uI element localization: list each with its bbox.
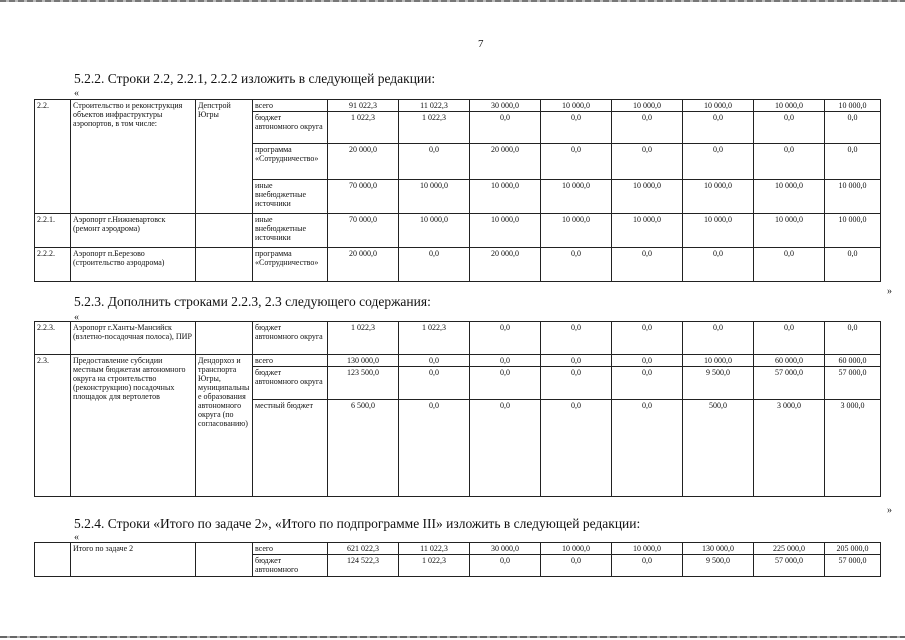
funding-source-cell: программа «Сотрудничество» (253, 248, 328, 282)
table-row (35, 214, 881, 248)
measure-name-cell: Итого по задаче 2 (71, 543, 196, 577)
executor-cell: Дендорхоз и транспорта Югры, муниципальные образования автономного округа (по согласованию) (196, 355, 253, 497)
close-quote: » (887, 286, 892, 297)
amount-cell: 1 022,3 (399, 322, 470, 355)
amount-cell: 30 000,0 (470, 100, 541, 112)
table-row (35, 248, 881, 282)
amount-cell: 205 000,0 (825, 543, 881, 555)
amount-cell: 0,0 (541, 400, 612, 497)
amount-cell: 0,0 (541, 144, 612, 180)
amount-cell: 0,0 (825, 112, 881, 144)
amount-cell: 0,0 (541, 367, 612, 400)
close-quote: » (887, 505, 892, 516)
scan-top-edge (0, 0, 905, 2)
amount-cell: 0,0 (683, 248, 754, 282)
amount-cell: 0,0 (541, 355, 612, 367)
measure-name-cell: Строительство и реконструкция объектов инфраструктуры аэропортов, в том числе: (71, 100, 196, 214)
funding-source-cell: иные внебюджетные источники (253, 180, 328, 214)
amount-cell: 60 000,0 (825, 355, 881, 367)
amount-cell: 10 000,0 (754, 100, 825, 112)
amount-cell: 0,0 (399, 400, 470, 497)
amount-cell: 0,0 (825, 144, 881, 180)
amount-cell: 0,0 (470, 367, 541, 400)
section-heading-5-2-4: 5.2.4. Строки «Итого по задаче 2», «Итого по подпрограмме III» изложить в следующей редакции: (74, 516, 641, 531)
funding-source-cell: иные внебюджетные источники (253, 214, 328, 248)
amount-cell: 0,0 (470, 400, 541, 497)
amount-cell: 0,0 (612, 248, 683, 282)
amount-cell: 20 000,0 (470, 248, 541, 282)
table-program-rows-2-2-3 (34, 321, 881, 497)
amount-cell: 0,0 (754, 248, 825, 282)
funding-source-cell: бюджет автономного округа (253, 322, 328, 355)
section-heading-5-2-3: 5.2.3. Дополнить строками 2.2.3, 2.3 следующего содержания: (74, 294, 431, 309)
amount-cell: 0,0 (470, 555, 541, 577)
amount-cell: 0,0 (470, 112, 541, 144)
amount-cell: 10 000,0 (541, 543, 612, 555)
amount-cell: 70 000,0 (328, 180, 399, 214)
amount-cell: 0,0 (683, 144, 754, 180)
amount-cell: 10 000,0 (399, 180, 470, 214)
funding-source-cell: бюджет автономного округа (253, 367, 328, 400)
executor-cell (196, 214, 253, 248)
amount-cell: 10 000,0 (683, 180, 754, 214)
amount-cell: 10 000,0 (470, 180, 541, 214)
funding-source-cell: всего (253, 543, 328, 555)
amount-cell: 0,0 (754, 112, 825, 144)
amount-cell: 10 000,0 (825, 214, 881, 248)
funding-source-cell: всего (253, 355, 328, 367)
amount-cell: 130 000,0 (683, 543, 754, 555)
amount-cell: 1 022,3 (399, 555, 470, 577)
amount-cell: 0,0 (399, 144, 470, 180)
row-number-cell: 2.2.3. (35, 322, 71, 355)
amount-cell: 225 000,0 (754, 543, 825, 555)
section-heading-5-2-2: 5.2.2. Строки 2.2, 2.2.1, 2.2.2 изложить в следующей редакции: (74, 71, 436, 86)
executor-cell (196, 543, 253, 577)
table-row (35, 100, 881, 112)
amount-cell: 621 022,3 (328, 543, 399, 555)
amount-cell: 0,0 (541, 555, 612, 577)
amount-cell: 1 022,3 (328, 112, 399, 144)
amount-cell: 1 022,3 (328, 322, 399, 355)
funding-source-cell: программа «Сотрудничество» (253, 144, 328, 180)
amount-cell: 0,0 (399, 367, 470, 400)
amount-cell: 0,0 (754, 144, 825, 180)
amount-cell: 0,0 (612, 144, 683, 180)
executor-cell (196, 322, 253, 355)
amount-cell: 0,0 (754, 322, 825, 355)
amount-cell: 10 000,0 (612, 100, 683, 112)
measure-name-cell: Аэропорт г.Нижневартовск (ремонт аэродрома) (71, 214, 196, 248)
amount-cell: 10 000,0 (541, 180, 612, 214)
amount-cell: 0,0 (612, 112, 683, 144)
amount-cell: 500,0 (683, 400, 754, 497)
amount-cell: 0,0 (683, 322, 754, 355)
page-number: 7 (478, 38, 484, 50)
measure-name-cell: Аэропорт г.Ханты-Мансийск (взлетно-посадочная полоса), ПИР (71, 322, 196, 355)
amount-cell: 10 000,0 (399, 214, 470, 248)
funding-source-cell: бюджет автономного (253, 555, 328, 577)
amount-cell: 0,0 (470, 355, 541, 367)
amount-cell: 124 522,3 (328, 555, 399, 577)
amount-cell: 0,0 (399, 248, 470, 282)
amount-cell: 57 000,0 (825, 555, 881, 577)
amount-cell: 10 000,0 (754, 180, 825, 214)
amount-cell: 123 500,0 (328, 367, 399, 400)
amount-cell: 57 000,0 (754, 555, 825, 577)
open-quote: « (74, 312, 79, 323)
scan-bottom-edge (0, 636, 905, 638)
amount-cell: 9 500,0 (683, 367, 754, 400)
amount-cell: 11 022,3 (399, 100, 470, 112)
table-totals-task-2 (34, 542, 881, 577)
amount-cell: 1 022,3 (399, 112, 470, 144)
amount-cell: 70 000,0 (328, 214, 399, 248)
amount-cell: 0,0 (612, 367, 683, 400)
amount-cell: 60 000,0 (754, 355, 825, 367)
amount-cell: 10 000,0 (470, 214, 541, 248)
amount-cell: 10 000,0 (683, 214, 754, 248)
amount-cell: 0,0 (612, 400, 683, 497)
amount-cell: 0,0 (612, 355, 683, 367)
table-row (35, 322, 881, 355)
amount-cell: 10 000,0 (754, 214, 825, 248)
amount-cell: 20 000,0 (328, 248, 399, 282)
funding-source-cell: местный бюджет (253, 400, 328, 497)
amount-cell: 10 000,0 (825, 100, 881, 112)
amount-cell: 0,0 (541, 248, 612, 282)
amount-cell: 9 500,0 (683, 555, 754, 577)
funding-source-cell: бюджет автономного округа (253, 112, 328, 144)
row-number-cell: 2.3. (35, 355, 71, 497)
amount-cell: 10 000,0 (612, 214, 683, 248)
amount-cell: 10 000,0 (825, 180, 881, 214)
funding-source-cell: всего (253, 100, 328, 112)
row-number-cell: 2.2. (35, 100, 71, 214)
amount-cell: 0,0 (470, 322, 541, 355)
amount-cell: 10 000,0 (541, 100, 612, 112)
amount-cell: 0,0 (825, 322, 881, 355)
measure-name-cell: Аэропорт п.Березово (строительство аэродрома) (71, 248, 196, 282)
amount-cell: 0,0 (541, 112, 612, 144)
amount-cell: 10 000,0 (683, 100, 754, 112)
amount-cell: 0,0 (399, 355, 470, 367)
amount-cell: 10 000,0 (612, 180, 683, 214)
row-number-cell: 2.2.1. (35, 214, 71, 248)
amount-cell: 57 000,0 (825, 367, 881, 400)
amount-cell: 91 022,3 (328, 100, 399, 112)
amount-cell: 11 022,3 (399, 543, 470, 555)
amount-cell: 10 000,0 (612, 543, 683, 555)
amount-cell: 30 000,0 (470, 543, 541, 555)
table-row (35, 355, 881, 367)
amount-cell: 130 000,0 (328, 355, 399, 367)
amount-cell: 0,0 (825, 248, 881, 282)
amount-cell: 0,0 (541, 322, 612, 355)
amount-cell: 10 000,0 (541, 214, 612, 248)
amount-cell: 20 000,0 (470, 144, 541, 180)
amount-cell: 6 500,0 (328, 400, 399, 497)
amount-cell: 3 000,0 (825, 400, 881, 497)
table-program-rows-2-2 (34, 99, 881, 282)
row-number-cell: 2.2.2. (35, 248, 71, 282)
amount-cell: 0,0 (612, 322, 683, 355)
amount-cell: 20 000,0 (328, 144, 399, 180)
amount-cell: 3 000,0 (754, 400, 825, 497)
amount-cell: 0,0 (612, 555, 683, 577)
amount-cell: 0,0 (683, 112, 754, 144)
open-quote: « (74, 88, 79, 99)
row-number-cell (35, 543, 71, 577)
amount-cell: 10 000,0 (683, 355, 754, 367)
amount-cell: 57 000,0 (754, 367, 825, 400)
measure-name-cell: Предоставление субсидии местным бюджетам автономного округа на строительство (реконструкцию) посадочных площадок для вертолетов (71, 355, 196, 497)
executor-cell (196, 248, 253, 282)
table-row (35, 543, 881, 555)
open-quote: « (74, 532, 79, 543)
executor-cell: Депстрой Югры (196, 100, 253, 214)
